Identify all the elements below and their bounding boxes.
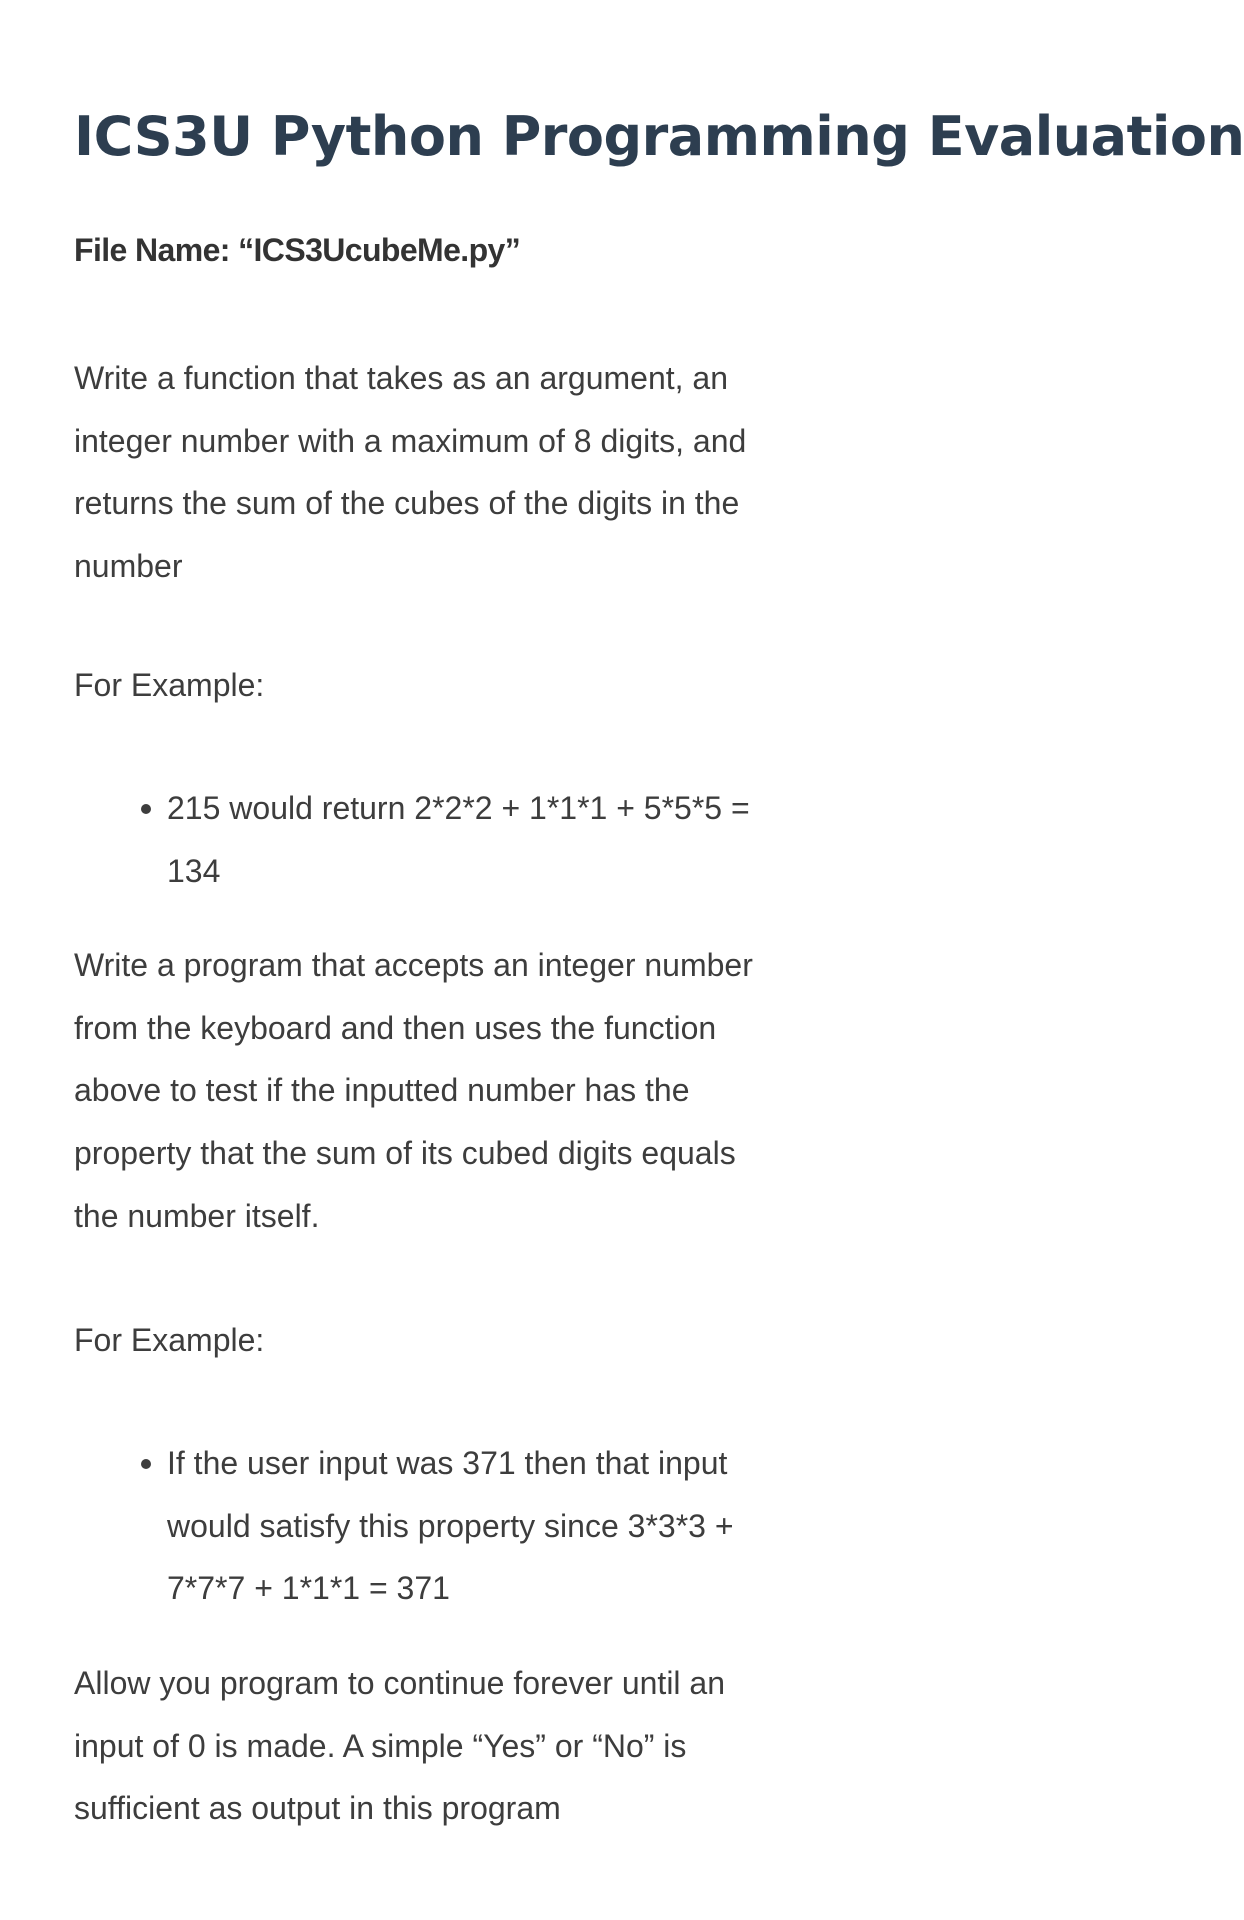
list-item (74, 777, 774, 902)
bullet-icon (141, 1459, 151, 1469)
example-2-text: If the user input was 371 then that input would satisfy this property since 3*3*3 + 7*7*7 + 1*1*1 = 371 (167, 1445, 734, 1607)
program-description: Write a program that accepts an integer number from the keyboard and then uses the function above to test if the inputted number has the property that the sum of its cubed digits equals the number itself. (74, 947, 753, 1234)
function-description: Write a function that takes as an argument, an integer number with a maximum of 8 digits, and returns the sum of the cubes of the digits in the number (74, 360, 747, 585)
example-list-1 (74, 777, 774, 902)
example-1-text: 215 would return 2*2*2 + 1*1*1 + 5*5*5 = 134 (167, 790, 750, 889)
termination-instructions: Allow you program to continue forever until an input of 0 is made. A simple “Yes” or “No” is sufficient as output in this program (74, 1665, 726, 1827)
bullet-icon (141, 804, 151, 814)
list-item (74, 1432, 774, 1620)
page-title: ICS3U Python Programming Evaluation (74, 105, 1244, 168)
example-label-2: For Example: (74, 1322, 265, 1358)
example-label-1: For Example: (74, 667, 265, 703)
example-list-2 (74, 1432, 774, 1620)
file-name-label: File Name: “ICS3UcubeMe.py” (74, 232, 521, 268)
